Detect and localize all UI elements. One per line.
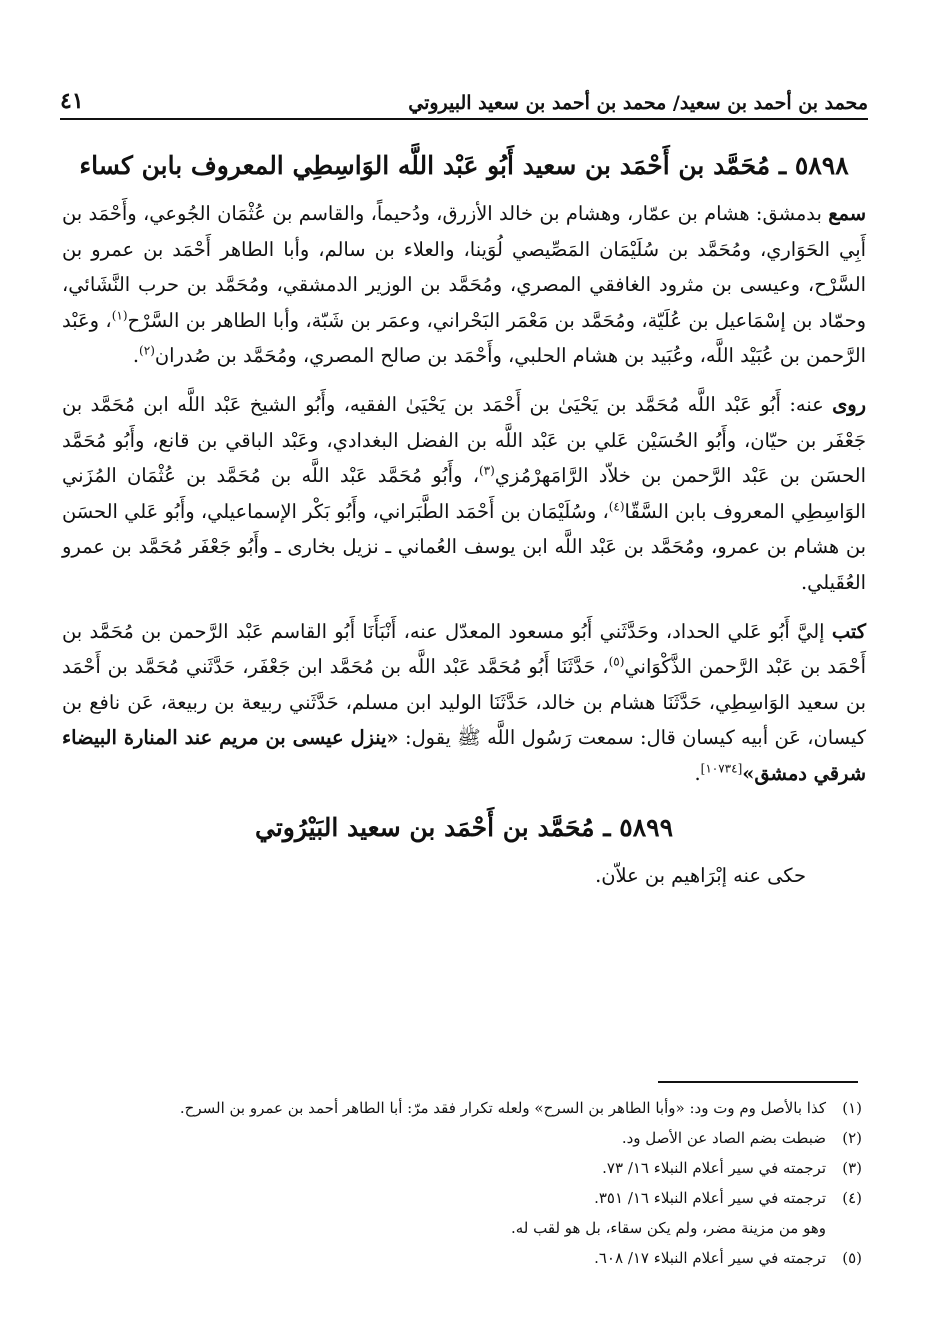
footnote-ref[interactable]: (٢) xyxy=(139,343,155,358)
footnote-ref[interactable]: (٣) xyxy=(478,463,495,478)
paragraph-lead: روى xyxy=(832,392,866,416)
footnote-number: (٢) xyxy=(842,1129,862,1147)
main-text xyxy=(62,146,866,906)
paragraph-text: ، وعَبْد الرَّحمن بن عُبَيْد اللَّه، وعُبَيد بن هشام الحلبي، وأَحْمَد بن صالح المصري، ومُحَمَّد بن صُدران xyxy=(62,308,866,368)
entry-title: ٥٨٩٩ ـ مُحَمَّد بن أَحْمَد بن سعيد البَيْرُوتي xyxy=(254,812,673,842)
footnote-text: ترجمته في سير أعلام النبلاء ١٦/ ٧٣. xyxy=(602,1159,826,1177)
paragraph-lead: كتب xyxy=(831,619,866,643)
footnote-ref[interactable]: (١) xyxy=(111,308,128,323)
footnote-ref[interactable]: (٥) xyxy=(608,654,625,669)
footnote-ref[interactable]: (٤) xyxy=(608,499,625,514)
footnote-number: (٣) xyxy=(842,1159,862,1177)
footnote xyxy=(60,1243,862,1273)
footnote-text: ترجمته في سير أعلام النبلاء ١٦/ ٣٥١. xyxy=(594,1189,826,1207)
footnote xyxy=(60,1093,862,1123)
page-number: ٤١ xyxy=(60,88,84,114)
hadith-text: «ينزل عيسى بن مريم عند المنارة البيضاء شرقي دمشق» xyxy=(62,726,866,785)
entry-5899 xyxy=(62,808,866,894)
entry-title: ٥٨٩٨ ـ مُحَمَّد بن أَحْمَد بن سعيد أَبُو عَبْد اللَّه الوَاسِطِي المعروف بابن كساء xyxy=(79,151,849,180)
paragraph-text: عنه: أَبُو عَبْد اللَّه مُحَمَّد بن يَحْيَىٰ بن أَحْمَد بن يَحْيَىٰ الفقيه، وأَبُو الشيخ عَبْد اللَّه ابن مُحَمَّد بن جَعْفَر بن حيّان، وأَبُو الحُسَيْن عَلي بن عَبْد اللَّه بن الفضل البغدادي، وعَبْد الباقي بن قانع، وأَبُو مُحَمَّد الحسَن بن عَبْد الرَّحمن بن خلاّد الرَّامَهرْمُزي xyxy=(62,392,866,488)
paragraph-isnad xyxy=(62,614,866,792)
footnote-continuation: وهو من مزينة مضر، ولم يكن سقاء، بل هو لقب له. xyxy=(510,1219,826,1237)
paragraph-heard-from xyxy=(62,196,866,374)
footnote-text: كذا بالأصل وم وت ود: «وأبا الطاهر بن السرح» ولعله تكرار فقد مرّ: أبا الطاهر أحمد بن عمرو بن السرح. xyxy=(179,1099,826,1117)
paragraph-text: ، حَدَّثَنَا أَبُو مُحَمَّد عَبْد اللَّه بن مُحَمَّد ابن جَعْفَر، حَدَّثَني مُحَمَّد بن أَحْمَد بن سعيد الوَاسِطِي، حَدَّثَنَا هشام بن خالد، حَدَّثَنَا الوليد ابن مسلم، حَدَّثَني ربيعة بن ربيعة، عَن نافع بن كيسان، عَن أبيه كيسان قال: سمعت رَسُول اللَّه ﷺ يقول: xyxy=(62,655,866,750)
running-title: محمد بن أحمد بن سعيد/ محمد بن أحمد بن سعيد البيروتي xyxy=(408,92,868,114)
hadith-number: [١٠٧٣٤] xyxy=(700,761,743,776)
paragraph-text: ، وسُلَيْمَان بن أَحْمَد الطَّبَراني، وأَبُو بَكْر الإسماعيلي، وأَبُو عَلي الحسَن بن هشام بن عمرو، ومُحَمَّد بن عَبْد اللَّه ابن يوسف العُماني ـ نزيل بخارى ـ وأَبُو جَعْفَر مُحَمَّد بن عمرو العُقَيلي. xyxy=(62,499,866,594)
footnote xyxy=(60,1153,862,1183)
header-rule xyxy=(60,118,868,120)
running-header xyxy=(60,78,868,114)
paragraph-narrated-by xyxy=(62,387,866,601)
paragraph-text: حكى عنه إبْرَاهيم بن علاّن. xyxy=(595,863,806,887)
paragraph-lead: سمع xyxy=(828,202,866,225)
footnote-text: ترجمته في سير أعلام النبلاء ١٧/ ٦٠٨. xyxy=(594,1249,826,1267)
footnote-number: (٤) xyxy=(842,1189,862,1207)
footnote-number: (١) xyxy=(842,1099,862,1117)
paragraph-text: . xyxy=(132,344,140,368)
footnote xyxy=(60,1183,862,1213)
paragraph-text: . xyxy=(694,761,701,785)
footnote-text: ضبطت بضم الصاد عن الأصل ود. xyxy=(621,1129,826,1147)
footnotes xyxy=(60,1093,862,1273)
footnote xyxy=(60,1123,862,1153)
footnote-rule xyxy=(658,1081,858,1083)
paragraph-text: بدمشق: هشام بن عمّار، وهشام بن خالد الأزرق، ودُحيماً، والقاسم بن عُثْمَان الجُوعي، وأَحْمَد بن أَبِي الحَوَاري، ومُحَمَّد بن سُلَيْمَان المَصِّيصي لُوَينا، والعلاء بن سالم، وأبا الطاهر أَحْمَد بن عمرو بن السَّرْح، وعيسى بن مثرود الغافقي المصري، ومُحَمَّد بن الوزير الدمشقي، ومُحَمَّد بن حرب النَّشَائي، وحمّاد بن إسْمَاعيل بن عُلَيّة، ومُحَمَّد بن مَعْمَر البَحْراني، وعمَر بن شَبّة، وأبا الطاهر بن السَّرْح xyxy=(62,202,866,332)
footnote-number: (٥) xyxy=(842,1249,862,1267)
paragraph-text: ، وأَبُو مُحَمَّد عَبْد اللَّه بن مُحَمَّد بن عُثْمَان المُزَني الوَاسِطِي المعروف بابن السَّقّا xyxy=(62,464,866,523)
paragraph-text: إليَّ أَبُو عَلي الحداد، وحَدَّثَني أَبُو مسعود المعدّل عنه، أَنْبَأَنَا أَبُو القاسم عَبْد الرَّحمن بن مُحَمَّد بن أَحْمَد بن عَبْد الرَّحمن الذَّكْوَاني xyxy=(62,619,867,679)
entry-5898 xyxy=(62,146,866,792)
